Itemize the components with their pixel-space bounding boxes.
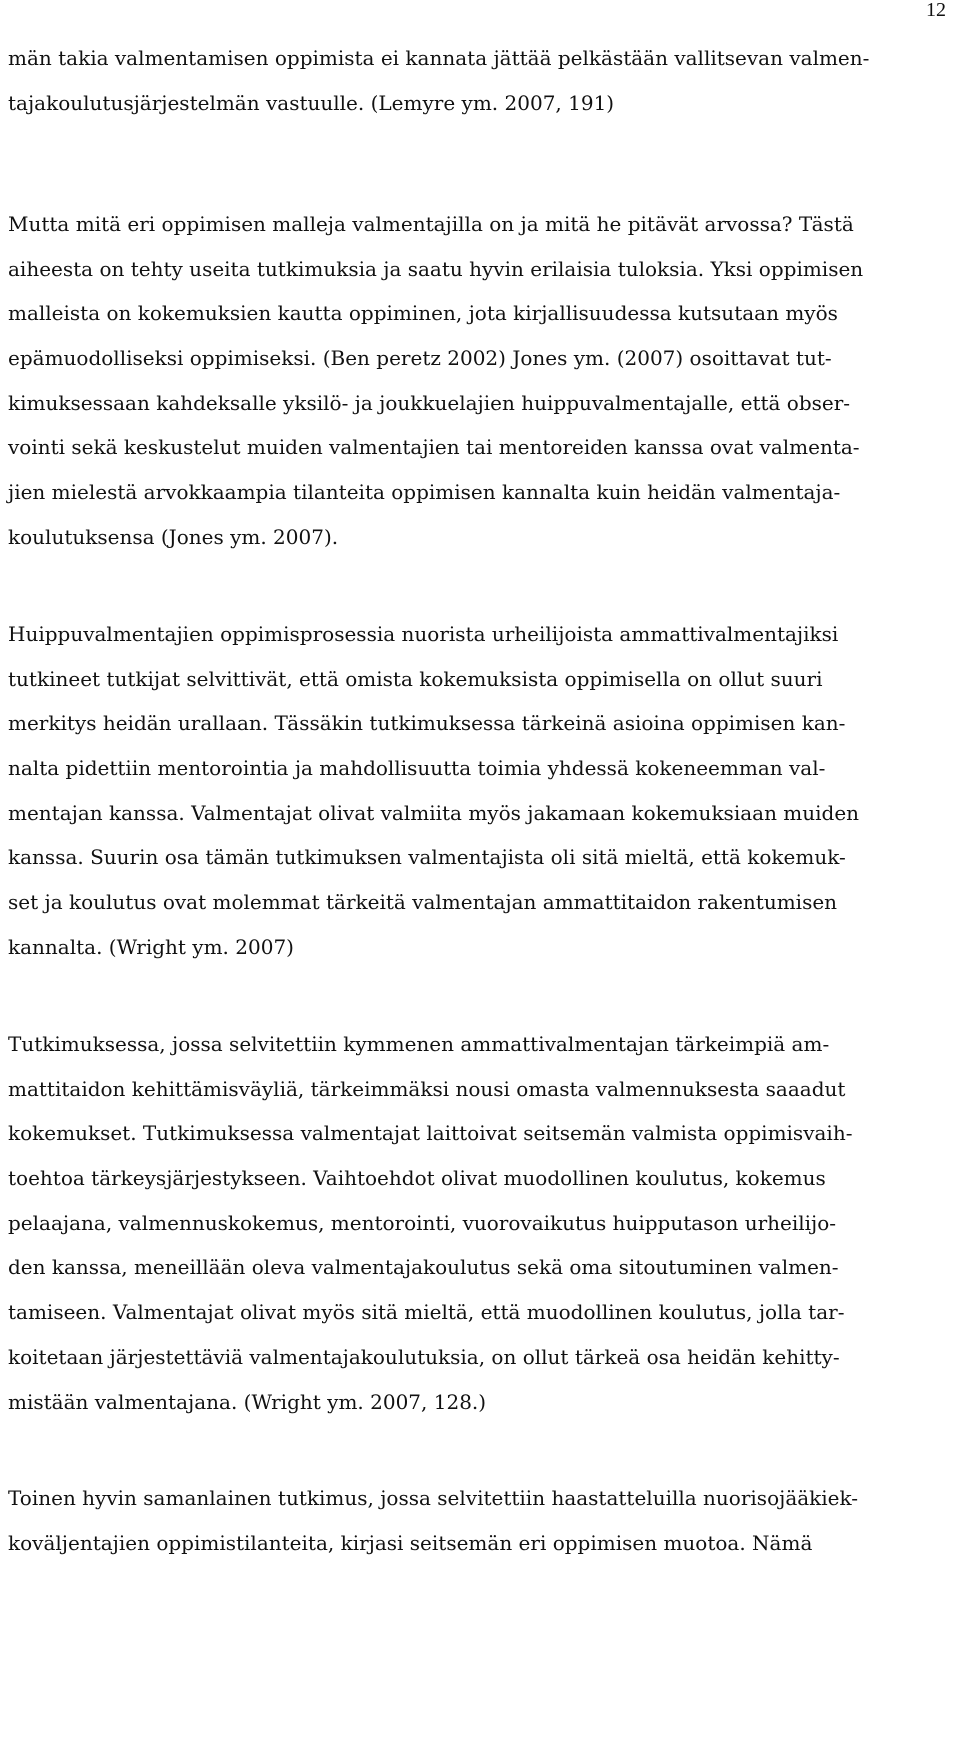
text-line: Mutta mitä eri oppimisen malleja valmentajilla on ja mitä he pitävät arvossa? Tästä: [8, 212, 854, 236]
text-line: män takia valmentamisen oppimista ei kannata jättää pelkästään vallitsevan valmen-: [8, 46, 870, 70]
text-line: vointi sekä keskustelut muiden valmentajien tai mentoreiden kanssa ovat valmenta-: [8, 435, 860, 460]
text-line: pelaajana, valmennuskokemus, mentorointi, vuorovaikutus huipputason urheilijo-: [8, 1210, 837, 1235]
text-line: merkitys heidän urallaan. Tässäkin tutkimuksessa tärkeinä asioina oppimisen kan-: [8, 711, 846, 736]
text-line: tutkineet tutkijat selvittivät, että omista kokemuksista oppimisella on ollut suuri: [8, 666, 823, 691]
paragraph-2: [8, 202, 864, 560]
text-line: Toinen hyvin samanlainen tutkimus, jossa selvitettiin haastatteluilla nuorisojääkiek-: [8, 1486, 859, 1510]
text-line: tajakoulutusjärjestelmän vastuulle. (Lemyre ym. 2007, 191): [8, 90, 615, 115]
text-line: tamiseen. Valmentajat olivat myös sitä mieltä, että muodollinen koulutus, jolla tar-: [8, 1300, 845, 1325]
text-line: kokemukset. Tutkimuksessa valmentajat laittoivat seitsemän valmista oppimisvaih-: [8, 1121, 853, 1146]
text-line: nalta pidettiin mentorointia ja mahdollisuutta toimia yhdessä kokeneemman val-: [8, 756, 826, 781]
text-line: kanssa. Suurin osa tämän tutkimuksen valmentajista oli sitä mieltä, että kokemuk-: [8, 845, 846, 870]
paragraph-4: [8, 1022, 858, 1424]
text-line: Huippuvalmentajien oppimisprosessia nuorista urheilijoista ammattivalmentajiksi: [8, 622, 839, 646]
paragraph-5: [8, 1476, 858, 1565]
text-line: kannalta. (Wright ym. 2007): [8, 934, 294, 959]
text-line: koulutuksensa (Jones ym. 2007).: [8, 524, 339, 549]
text-line: mattitaidon kehittämisväyliä, tärkeimmäksi nousi omasta valmennuksesta saaadut: [8, 1076, 846, 1101]
text-line: malleista on kokemuksien kautta oppiminen, jota kirjallisuudessa kutsutaan myös: [8, 301, 838, 326]
text-line: epämuodolliseksi oppimiseksi. (Ben peretz 2002) Jones ym. (2007) osoittavat tut-: [8, 346, 832, 371]
text-line: mentajan kanssa. Valmentajat olivat valmiita myös jakamaan kokemuksiaan muiden: [8, 800, 860, 825]
text-line: koväljentajien oppimistilanteita, kirjasi seitsemän eri oppimisen muotoa. Nämä: [8, 1530, 813, 1555]
text-line: set ja koulutus ovat molemmat tärkeitä valmentajan ammattitaidon rakentumisen: [8, 890, 838, 915]
page-number: 12: [926, 0, 946, 21]
text-line: mistään valmentajana. (Wright ym. 2007, 128.): [8, 1389, 487, 1414]
text-line: toehtoa tärkeysjärjestykseen. Vaihtoehdot olivat muodollinen koulutus, kokemus: [8, 1166, 826, 1191]
paragraph-3: [8, 612, 858, 970]
text-line: aiheesta on tehty useita tutkimuksia ja saatu hyvin erilaisia tuloksia. Yksi oppimisen: [8, 256, 864, 281]
text-line: Tutkimuksessa, jossa selvitettiin kymmenen ammattivalmentajan tärkeimpiä am-: [8, 1032, 830, 1056]
paragraph-1: [8, 36, 870, 125]
text-line: kimuksessaan kahdeksalle yksilö- ja joukkuelajien huippuvalmentajalle, että obser-: [8, 390, 851, 415]
text-line: jien mielestä arvokkaampia tilanteita oppimisen kannalta kuin heidän valmentaja-: [8, 480, 841, 505]
text-line: koitetaan järjestettäviä valmentajakoulutuksia, on ollut tärkeä osa heidän kehitty-: [8, 1344, 840, 1369]
text-line: den kanssa, meneillään oleva valmentajakoulutus sekä oma sitoutuminen valmen-: [8, 1255, 839, 1280]
